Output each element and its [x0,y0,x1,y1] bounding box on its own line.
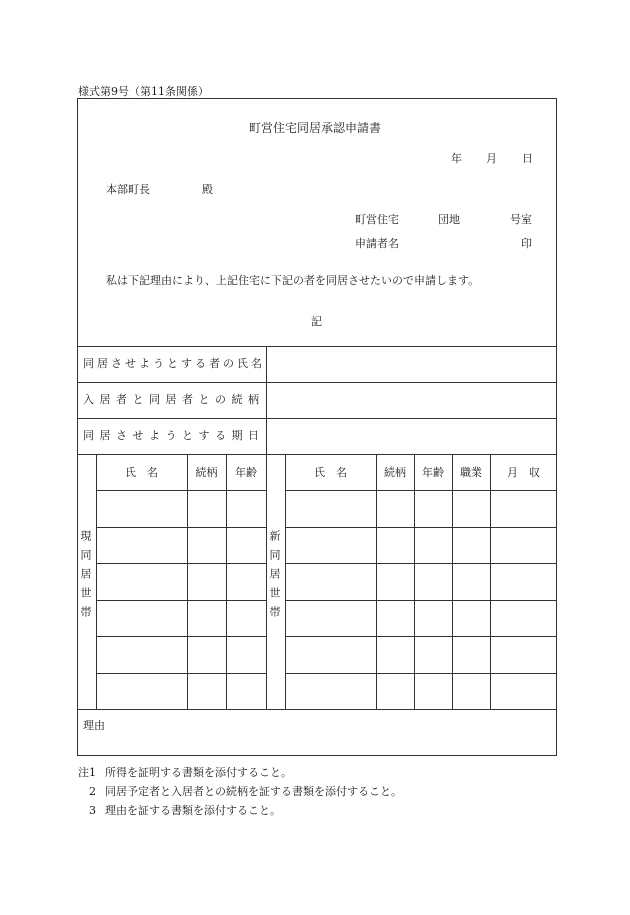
divider [96,600,266,601]
divider [285,454,286,709]
field-label-start-date: 同居させようとする期日 [83,429,265,442]
divider [285,527,557,528]
divider [266,454,267,709]
date-day: 日 [522,152,533,165]
divider [96,454,97,709]
divider [285,490,557,491]
divider [490,454,491,709]
new-household-label: 新同居世帯 [268,530,281,625]
col-header-occupation: 職業 [460,466,482,479]
form-title: 町営住宅同居承認申請書 [248,121,381,135]
col-header-name: 氏 名 [314,466,347,479]
divider [77,418,557,419]
field-value-cohabitant-name[interactable] [272,358,550,372]
form-id: 様式第9号（第11条関係） [78,85,209,98]
divider [285,673,557,674]
divider [285,563,557,564]
addressee-name: 本部町長 [106,183,150,196]
col-header-relationship: 続柄 [195,466,218,479]
divider [96,673,266,674]
room-label: 号室 [510,213,532,226]
divider [77,454,557,455]
complex-label: 団地 [438,213,460,226]
divider [77,382,557,383]
field-label-relationship: 入居者と同居者との続柄 [83,393,265,406]
divider [285,600,557,601]
field-value-start-date[interactable] [272,430,550,444]
divider [452,454,453,709]
col-header-income: 月 収 [507,466,540,479]
note-number: 注1 [78,766,96,779]
housing-label: 町営住宅 [355,213,399,226]
divider [376,454,377,709]
body-text: 私は下記理由により、上記住宅に下記の者を同居させたいので申請します。 [106,274,480,287]
divider [96,563,266,564]
col-header-name: 氏 名 [125,466,158,479]
current-household-label: 現同居世帯 [79,530,92,625]
divider [414,454,415,709]
divider [187,454,188,709]
col-header-relationship: 続柄 [384,466,406,479]
divider [96,636,266,637]
note-number: 3 [89,804,96,817]
applicant-name-label: 申請者名 [355,237,399,250]
seal-label: 印 [521,237,532,250]
note-text: 所得を証明する書類を添付すること。 [105,766,292,779]
field-value-relationship[interactable] [272,394,550,408]
addressee-honorific: 殿 [202,183,213,196]
form-frame [77,98,557,756]
note-text: 同居予定者と入居者との続柄を証する書類を添付すること。 [105,785,402,798]
col-header-age: 年齢 [235,466,257,479]
note-text: 理由を証する書類を添付すること。 [105,804,281,817]
divider [285,636,557,637]
divider [96,490,266,491]
reason-label: 理由 [83,719,105,732]
divider [226,454,227,709]
date-month: 月 [486,152,497,165]
note-number: 2 [89,785,96,798]
ki-label: 記 [311,315,322,328]
field-label-cohabitant-name: 同居させようとする者の氏名 [83,357,265,370]
divider [266,346,267,454]
divider [77,346,557,347]
divider [77,709,557,710]
divider [96,527,266,528]
col-header-age: 年齢 [422,466,444,479]
date-year: 年 [451,152,462,165]
